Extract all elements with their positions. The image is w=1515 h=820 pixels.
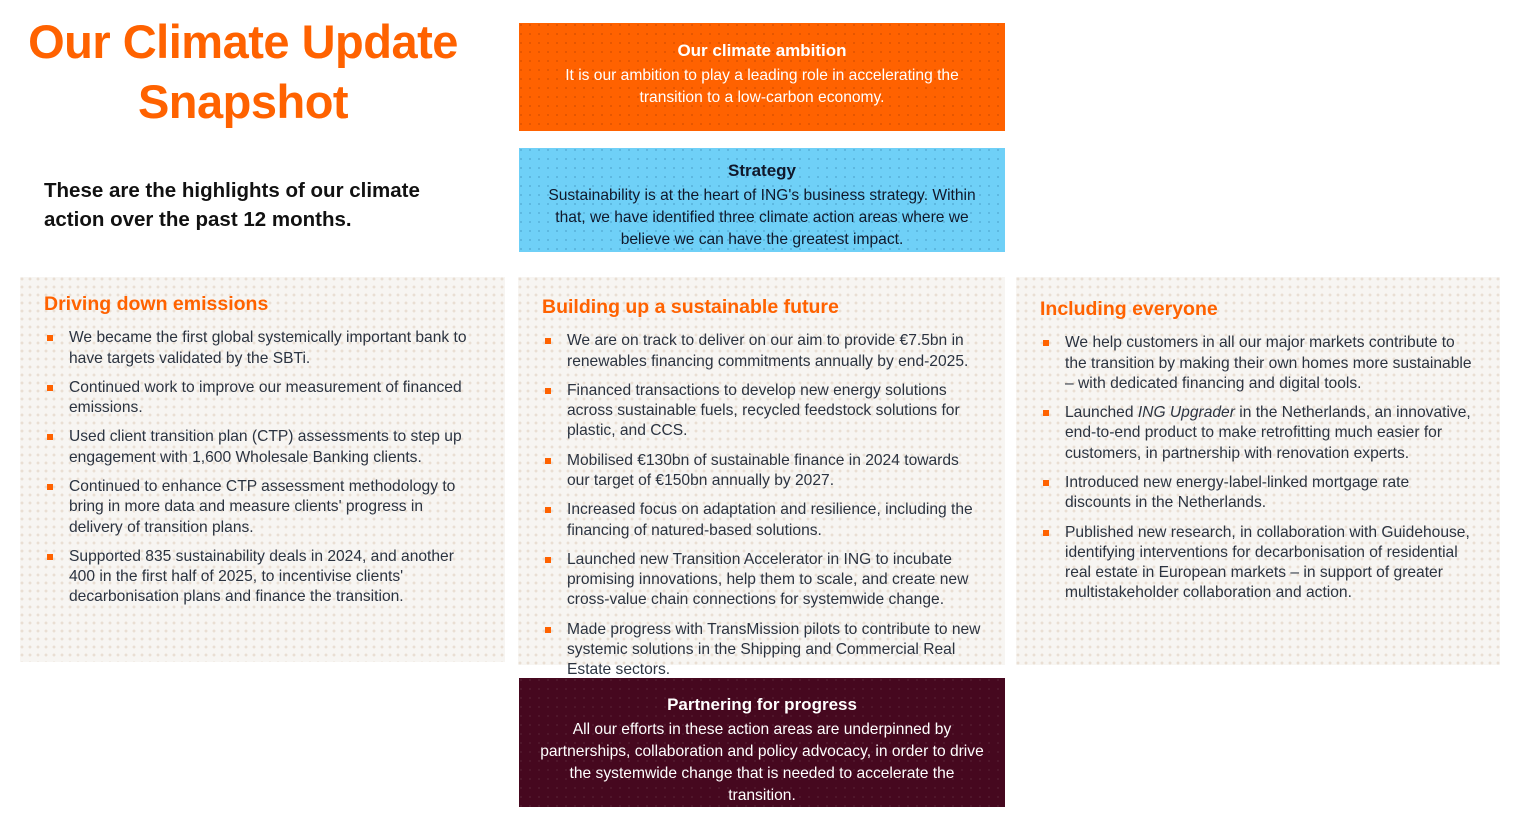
list-item <box>44 477 481 538</box>
square-bullet-icon <box>47 335 53 341</box>
page-title: Our Climate Update Snapshot <box>28 15 458 129</box>
square-bullet-icon <box>47 385 53 391</box>
list-item-text: We help customers in all our major markets contribute to the transition by making their own homes more sustainable – with dedicated financing and digital tools. <box>1065 334 1472 392</box>
square-bullet-icon <box>47 434 53 440</box>
list-item <box>1040 523 1476 604</box>
card-title: Building up a sustainable future <box>542 296 839 318</box>
action-area-card-building-up-a-sustainable-future <box>518 277 1005 679</box>
list-item <box>542 381 981 442</box>
list-item <box>1040 333 1476 394</box>
list-item <box>44 427 481 468</box>
list-item <box>1040 403 1476 464</box>
action-area-card-driving-down-emissions <box>20 277 505 662</box>
list-item-text: Launched new Transition Accelerator in ING to incubate promising innovations, help them to scale, and create new cross-value chain connections for systemwide change. <box>567 550 969 609</box>
card-title: Including everyone <box>1040 298 1218 320</box>
title-block <box>0 12 480 235</box>
list-item-text: Published new research, in collaboration with Guidehouse, identifying interventions for decarbonisation of residential real estate in European markets – in support of greater multistakeholder collaboration and action. <box>1065 523 1470 602</box>
list-item-text: We became the first global systemically important bank to have targets validated by the SBTi. <box>69 329 467 367</box>
climate-ambition-banner <box>519 23 1005 131</box>
square-bullet-icon <box>545 458 551 464</box>
list-item <box>44 378 481 419</box>
list-item-text: Increased focus on adaptation and resilience, including the financing of natured-based solutions. <box>567 501 973 539</box>
list-item-text: Financed transactions to develop new energy solutions across sustainable fuels, recycled feedstock solutions for plastic, and CCS. <box>567 381 960 440</box>
list-item-text: Used client transition plan (CTP) assessments to step up engagement with 1,600 Wholesale Banking clients. <box>69 428 462 466</box>
square-bullet-icon <box>47 484 53 490</box>
action-area-card-including-everyone <box>1016 277 1500 665</box>
square-bullet-icon <box>545 507 551 513</box>
square-bullet-icon <box>545 338 551 344</box>
partnering-for-progress-banner <box>519 678 1005 807</box>
climate-ambition-body: It is our ambition to play a leading role in accelerating the transition to a low-carbon economy. <box>565 66 959 106</box>
strategy-title: Strategy <box>727 161 797 180</box>
list-item-text: Made progress with TransMission pilots to contribute to new systemic solutions in the Shipping and Commercial Real Estate sectors. <box>567 620 981 679</box>
list-item <box>542 550 981 611</box>
card-bullet-list <box>44 328 481 607</box>
climate-ambition-title: Our climate ambition <box>677 41 847 60</box>
list-item <box>542 620 981 681</box>
page-subtitle: These are the highlights of our climate action over the past 12 months. <box>44 179 420 232</box>
list-item-text: Supported 835 sustainability deals in 2024, and another 400 in the first half of 2025, to incentivise clients' decarbonisation plans and finance the transition. <box>69 547 454 606</box>
square-bullet-icon <box>1043 340 1049 346</box>
list-item-text: Continued to enhance CTP assessment methodology to bring in more data and measure clients' progress in delivery of transition plans. <box>69 477 456 536</box>
card-title: Driving down emissions <box>44 293 269 315</box>
list-item <box>542 331 981 372</box>
square-bullet-icon <box>1043 480 1049 486</box>
square-bullet-icon <box>1043 530 1049 536</box>
list-item <box>44 328 481 369</box>
square-bullet-icon <box>1043 410 1049 416</box>
strategy-body: Sustainability is at the heart of ING's business strategy. Within that, we have identified three climate action areas where we believe we can have the greatest impact. <box>548 186 976 248</box>
list-item-text: We are on track to deliver on our aim to provide €7.5bn in renewables financing commitments annually by end-2025. <box>567 332 969 370</box>
square-bullet-icon <box>545 388 551 394</box>
list-item-text: Mobilised €130bn of sustainable finance in 2024 towards our target of €150bn annually by 2027. <box>567 451 959 489</box>
list-item-text: Launched ING Upgrader in the Netherlands, an innovative, end-to-end product to make retrofitting much easier for customers, in partnership with renovation experts. <box>1065 404 1471 462</box>
list-item <box>542 500 981 541</box>
strategy-banner <box>519 148 1005 252</box>
partnering-title: Partnering for progress <box>667 695 857 714</box>
list-item-text: Introduced new energy-label-linked mortgage rate discounts in the Netherlands. <box>1065 473 1410 512</box>
list-item <box>542 451 981 492</box>
square-bullet-icon <box>545 627 551 633</box>
list-item-text: Continued work to improve our measurement of financed emissions. <box>69 378 462 417</box>
square-bullet-icon <box>545 557 551 563</box>
card-bullet-list <box>542 331 981 680</box>
partnering-body: All our efforts in these action areas are underpinned by partnerships, collaboration and policy advocacy, in order to drive the systemwide change that is needed to accelerate the transition. <box>540 720 984 804</box>
square-bullet-icon <box>47 554 53 560</box>
list-item <box>1040 473 1476 514</box>
card-bullet-list <box>1040 333 1476 603</box>
list-item <box>44 547 481 608</box>
